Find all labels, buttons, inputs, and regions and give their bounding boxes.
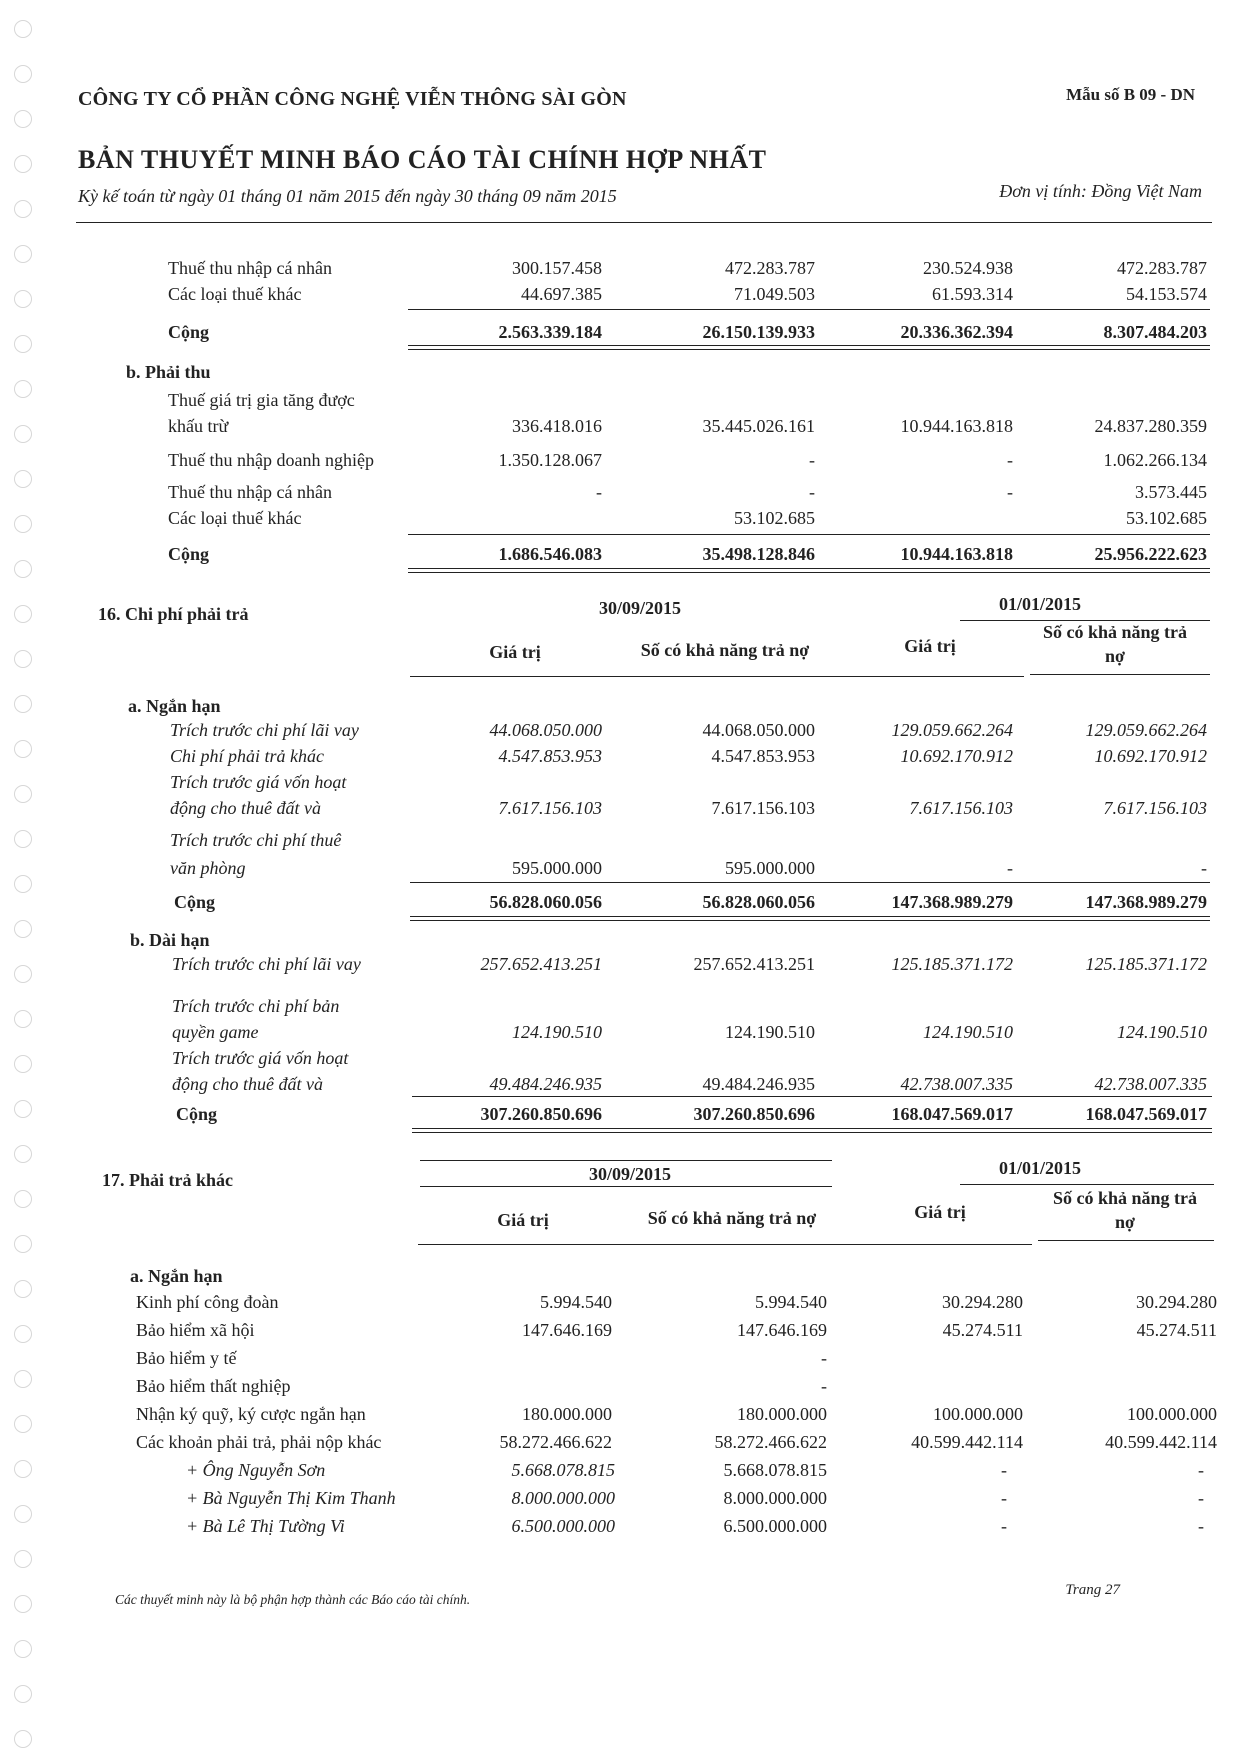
col-header-value: Giá trị xyxy=(914,1202,966,1222)
row-label: Thuế thu nhập cá nhân xyxy=(168,258,332,278)
cell-value: 124.190.510 xyxy=(923,1022,1013,1042)
table-row xyxy=(0,1022,1240,1048)
cell-value: 129.059.662.264 xyxy=(1085,720,1207,740)
cell-value: 336.418.016 xyxy=(512,416,602,436)
subtotal-rule xyxy=(410,882,1210,883)
cell-value: - xyxy=(821,1376,827,1396)
table-row xyxy=(0,1348,1240,1374)
cell-value: 8.000.000.000 xyxy=(511,1488,615,1508)
cell-value: 10.944.163.818 xyxy=(900,544,1013,564)
cell-value: - xyxy=(821,1348,827,1368)
cell-value: 24.837.280.359 xyxy=(1094,416,1207,436)
subtotal-rule xyxy=(408,309,1210,310)
total-row xyxy=(0,544,1240,570)
cell-value: 30.294.280 xyxy=(942,1292,1023,1312)
total-row xyxy=(0,892,1240,918)
cell-value: 4.547.853.953 xyxy=(498,746,602,766)
table-row xyxy=(0,798,1240,824)
section-heading: a. Ngắn hạn xyxy=(128,696,221,716)
cell-value: 7.617.156.103 xyxy=(711,798,815,818)
col-header-capacity: nợ xyxy=(1115,1212,1135,1232)
table-row xyxy=(0,390,1240,416)
cell-value: 5.668.078.815 xyxy=(511,1460,615,1480)
cell-value: 58.272.466.622 xyxy=(499,1432,612,1452)
cell-value: 100.000.000 xyxy=(933,1404,1023,1424)
cell-value: 8.307.484.203 xyxy=(1103,322,1207,342)
note-17-title: 17. Phải trả khác xyxy=(102,1170,234,1190)
cell-value: 6.500.000.000 xyxy=(723,1516,827,1536)
form-number: Mẫu số B 09 - DN xyxy=(1066,85,1195,104)
cell-value: 257.652.413.251 xyxy=(693,954,815,974)
table-row xyxy=(0,720,1240,746)
cell-value: 5.994.540 xyxy=(540,1292,612,1312)
cell-value: 53.102.685 xyxy=(1126,508,1207,528)
cell-value: 124.190.510 xyxy=(512,1022,602,1042)
row-label: Trích trước giá vốn hoạt xyxy=(170,772,347,792)
row-label: Cộng xyxy=(176,1104,218,1124)
cell-value: 100.000.000 xyxy=(1127,1404,1217,1424)
cell-value: 56.828.060.056 xyxy=(489,892,602,912)
col-header-capacity: nợ xyxy=(1105,646,1125,666)
table-row xyxy=(0,1320,1240,1346)
row-label: động cho thuê đất và xyxy=(170,798,321,818)
cell-value: 147.646.169 xyxy=(522,1320,612,1340)
cell-value: 307.260.850.696 xyxy=(693,1104,815,1124)
cell-value: 5.994.540 xyxy=(755,1292,827,1312)
total-double-rule xyxy=(408,568,1210,573)
table-row xyxy=(0,416,1240,442)
row-label: văn phòng xyxy=(170,858,246,878)
cell-value: 56.828.060.056 xyxy=(702,892,815,912)
cell-value: 147.368.989.279 xyxy=(891,892,1013,912)
date-underline xyxy=(960,1184,1214,1185)
date-header-current: 30/09/2015 xyxy=(588,1164,671,1184)
col-header-value: Giá trị xyxy=(497,1210,549,1230)
table-row xyxy=(0,830,1240,856)
cell-value: 472.283.787 xyxy=(1117,258,1207,278)
total-double-rule xyxy=(412,1128,1212,1133)
table-row xyxy=(0,1376,1240,1402)
row-label: động cho thuê đất và xyxy=(172,1074,323,1094)
column-header-rule xyxy=(410,676,1024,677)
cell-value: 168.047.569.017 xyxy=(891,1104,1013,1124)
cell-value: - xyxy=(1007,482,1013,502)
date-header-current: 30/09/2015 xyxy=(598,598,681,618)
cell-value: - xyxy=(1198,1488,1204,1508)
cell-value: 147.646.169 xyxy=(737,1320,827,1340)
currency-unit: Đơn vị tính: Đồng Việt Nam xyxy=(999,181,1202,201)
table-row xyxy=(0,1488,1240,1514)
col-header-capacity: Số có khả năng trả nợ xyxy=(647,1208,817,1228)
cell-value: 35.445.026.161 xyxy=(702,416,815,436)
cell-value: 44.697.385 xyxy=(521,284,602,304)
cell-value: 44.068.050.000 xyxy=(702,720,815,740)
cell-value: 40.599.442.114 xyxy=(1105,1432,1217,1452)
row-label: + Bà Lê Thị Tường Vi xyxy=(186,1516,345,1536)
cell-value: 49.484.246.935 xyxy=(489,1074,602,1094)
row-label: Trích trước chi phí lãi vay xyxy=(170,720,359,740)
table-row xyxy=(0,1432,1240,1458)
row-label: + Bà Nguyễn Thị Kim Thanh xyxy=(186,1488,396,1508)
row-label: Trích trước giá vốn hoạt xyxy=(172,1048,349,1068)
cell-value: 180.000.000 xyxy=(737,1404,827,1424)
col-header-value: Giá trị xyxy=(904,636,956,656)
date-underline xyxy=(420,1186,832,1187)
row-label: quyền game xyxy=(172,1022,259,1042)
company-name: CÔNG TY CỔ PHẦN CÔNG NGHỆ VIỄN THÔNG SÀI GÒN xyxy=(78,88,627,110)
cell-value: 1.062.266.134 xyxy=(1103,450,1207,470)
table-row xyxy=(0,284,1240,310)
row-label: Trích trước chi phí bản xyxy=(172,996,340,1016)
date-header-prior: 01/01/2015 xyxy=(998,594,1081,614)
footer-note: Các thuyết minh này là bộ phận hợp thành các Báo cáo tài chính. xyxy=(115,1592,471,1607)
cell-value: 6.500.000.000 xyxy=(511,1516,615,1536)
table-row xyxy=(0,1292,1240,1318)
page-number: Trang 27 xyxy=(1065,1582,1120,1598)
cell-value: 3.573.445 xyxy=(1135,482,1207,502)
cell-value: 49.484.246.935 xyxy=(702,1074,815,1094)
row-label: Thuế thu nhập doanh nghiệp xyxy=(168,450,374,470)
cell-value: 5.668.078.815 xyxy=(723,1460,827,1480)
reporting-period: Kỳ kế toán từ ngày 01 tháng 01 năm 2015 đến ngày 30 tháng 09 năm 2015 xyxy=(78,186,617,206)
cell-value: - xyxy=(1007,858,1013,878)
cell-value: 30.294.280 xyxy=(1136,1292,1217,1312)
header-divider xyxy=(76,222,1212,223)
total-double-rule xyxy=(410,916,1210,921)
cell-value: 45.274.511 xyxy=(1136,1320,1217,1340)
row-label: Trích trước chi phí thuê xyxy=(170,830,342,850)
cell-value: 168.047.569.017 xyxy=(1085,1104,1207,1124)
row-label: Bảo hiểm y tế xyxy=(136,1348,237,1368)
subtotal-rule xyxy=(412,1096,1212,1097)
cell-value: 125.185.371.172 xyxy=(1085,954,1207,974)
cell-value: 35.498.128.846 xyxy=(702,544,815,564)
cell-value: 124.190.510 xyxy=(725,1022,815,1042)
cell-value: - xyxy=(1201,858,1207,878)
cell-value: - xyxy=(1007,450,1013,470)
cell-value: 307.260.850.696 xyxy=(480,1104,602,1124)
section-heading: b. Phải thu xyxy=(126,362,211,382)
table-row xyxy=(0,996,1240,1022)
cell-value: 54.153.574 xyxy=(1126,284,1207,304)
row-label: Bảo hiểm thất nghiệp xyxy=(136,1376,291,1396)
row-label: Kinh phí công đoàn xyxy=(136,1292,279,1312)
cell-value: - xyxy=(1198,1460,1204,1480)
cell-value: 4.547.853.953 xyxy=(711,746,815,766)
cell-value: 44.068.050.000 xyxy=(489,720,602,740)
cell-value: 10.692.170.912 xyxy=(1094,746,1207,766)
row-label: Các khoản phải trả, phải nộp khác xyxy=(136,1432,382,1452)
cell-value: 20.336.362.394 xyxy=(900,322,1013,342)
total-double-rule xyxy=(408,345,1210,350)
section-heading: b. Dài hạn xyxy=(130,930,210,950)
cell-value: 595.000.000 xyxy=(725,858,815,878)
cell-value: - xyxy=(596,482,602,502)
cell-value: 1.350.128.067 xyxy=(498,450,602,470)
row-label: Bảo hiểm xã hội xyxy=(136,1320,255,1340)
cell-value: 8.000.000.000 xyxy=(723,1488,827,1508)
note-16-title: 16. Chi phí phải trả xyxy=(98,604,249,624)
row-label: Thuế thu nhập cá nhân xyxy=(168,482,332,502)
document-title: BẢN THUYẾT MINH BÁO CÁO TÀI CHÍNH HỢP NHẤT xyxy=(78,145,767,174)
cell-value: 40.599.442.114 xyxy=(911,1432,1023,1452)
col-header-capacity: Số có khả năng trả xyxy=(1052,1188,1198,1208)
cell-value: - xyxy=(1001,1460,1007,1480)
cell-value: 26.150.139.933 xyxy=(702,322,815,342)
cell-value: 1.686.546.083 xyxy=(498,544,602,564)
cell-value: 147.368.989.279 xyxy=(1085,892,1207,912)
section-heading: a. Ngắn hạn xyxy=(130,1266,223,1286)
table-row xyxy=(0,508,1240,534)
cell-value: 10.692.170.912 xyxy=(900,746,1013,766)
row-label: khấu trừ xyxy=(168,416,229,436)
table-row xyxy=(0,954,1240,980)
cell-value: - xyxy=(809,482,815,502)
cell-value: - xyxy=(1001,1488,1007,1508)
table-row xyxy=(0,482,1240,508)
cell-value: 58.272.466.622 xyxy=(714,1432,827,1452)
row-label: Các loại thuế khác xyxy=(168,508,302,528)
cell-value: 53.102.685 xyxy=(734,508,815,528)
row-label: Cộng xyxy=(168,544,210,564)
date-overline xyxy=(420,1160,832,1161)
cell-value: 42.738.007.335 xyxy=(1094,1074,1207,1094)
cell-value: 129.059.662.264 xyxy=(891,720,1013,740)
table-row xyxy=(0,258,1240,284)
table-row xyxy=(0,1404,1240,1430)
cell-value: - xyxy=(1001,1516,1007,1536)
table-row xyxy=(0,450,1240,476)
cell-value: 230.524.938 xyxy=(923,258,1013,278)
cell-value: 125.185.371.172 xyxy=(891,954,1013,974)
cell-value: 71.049.503 xyxy=(734,284,815,304)
column-header-rule xyxy=(1030,674,1210,675)
col-header-value: Giá trị xyxy=(489,642,541,662)
table-row xyxy=(0,746,1240,772)
row-label: Nhận ký quỹ, ký cược ngắn hạn xyxy=(136,1404,366,1424)
cell-value: 124.190.510 xyxy=(1117,1022,1207,1042)
cell-value: 61.593.314 xyxy=(932,284,1013,304)
table-row xyxy=(0,858,1240,884)
row-label: Trích trước chi phí lãi vay xyxy=(172,954,361,974)
cell-value: - xyxy=(809,450,815,470)
row-label: Chi phí phải trả khác xyxy=(170,746,324,766)
date-header-prior: 01/01/2015 xyxy=(998,1158,1081,1178)
column-header-rule xyxy=(1038,1240,1214,1241)
cell-value: 42.738.007.335 xyxy=(900,1074,1013,1094)
cell-value: 7.617.156.103 xyxy=(1103,798,1207,818)
row-label: Thuế giá trị gia tăng được xyxy=(168,390,355,410)
cell-value: 257.652.413.251 xyxy=(480,954,602,974)
cell-value: 595.000.000 xyxy=(512,858,602,878)
cell-value: 25.956.222.623 xyxy=(1094,544,1207,564)
table-row xyxy=(0,1048,1240,1074)
row-label: Cộng xyxy=(168,322,210,342)
cell-value: 180.000.000 xyxy=(522,1404,612,1424)
table-row xyxy=(0,1460,1240,1486)
cell-value: 300.157.458 xyxy=(512,258,602,278)
total-row xyxy=(0,1104,1240,1130)
col-header-capacity: Số có khả năng trả nợ xyxy=(640,640,810,660)
row-label: Cộng xyxy=(174,892,216,912)
cell-value: 7.617.156.103 xyxy=(909,798,1013,818)
row-label: + Ông Nguyễn Sơn xyxy=(186,1460,326,1480)
column-header-rule xyxy=(418,1244,1032,1245)
cell-value: 45.274.511 xyxy=(942,1320,1023,1340)
cell-value: 2.563.339.184 xyxy=(498,322,602,342)
col-header-capacity: Số có khả năng trả xyxy=(1042,622,1188,642)
subtotal-rule xyxy=(408,534,1210,535)
cell-value: 7.617.156.103 xyxy=(498,798,602,818)
cell-value: - xyxy=(1198,1516,1204,1536)
table-row xyxy=(0,772,1240,798)
row-label: Các loại thuế khác xyxy=(168,284,302,304)
cell-value: 472.283.787 xyxy=(725,258,815,278)
table-row xyxy=(0,1516,1240,1542)
date-underline xyxy=(960,620,1210,621)
cell-value: 10.944.163.818 xyxy=(900,416,1013,436)
